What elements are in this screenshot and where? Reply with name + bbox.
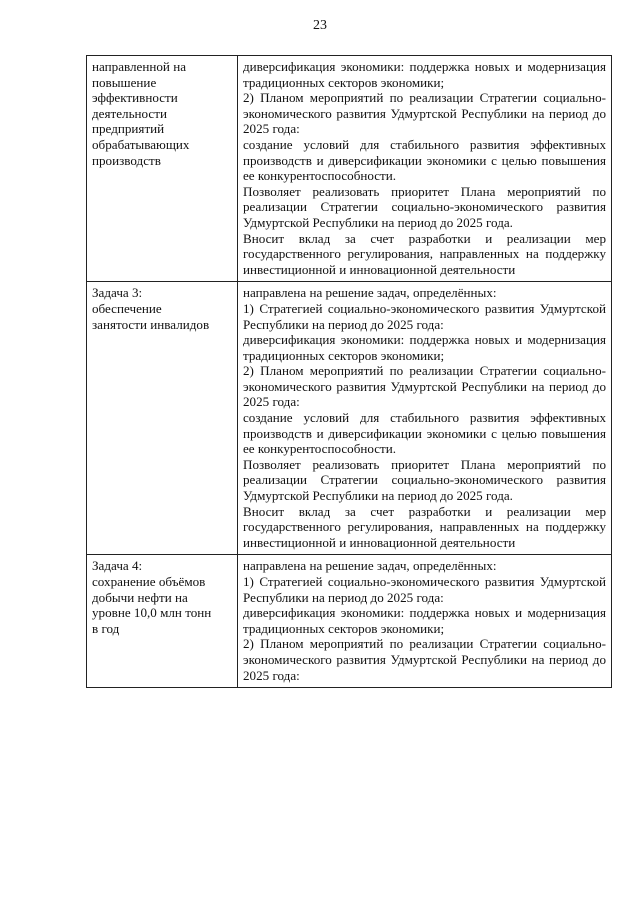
table-body (87, 56, 612, 688)
description-paragraph: 2) Планом мероприятий по реализации Стратегии социально-экономического развития Удмуртской Республики на период до 2025 года: (243, 90, 606, 137)
description-paragraph: создание условий для стабильного развития эффективных производств и диверсификации экономики с целью повышения ее конкурентоспособности. (243, 410, 606, 457)
document-table (86, 55, 612, 688)
task-text-line: производств (92, 152, 161, 168)
task-cell (87, 282, 238, 555)
description-paragraph: диверсификация экономики: поддержка новых и модернизация традиционных секторов экономики; (243, 59, 606, 90)
task-text-line: уровне 10,0 млн тонн (92, 605, 212, 621)
task-text-line: сохранение объёмов (92, 574, 206, 589)
description-paragraph: диверсификация экономики: поддержка новых и модернизация традиционных секторов экономики; (243, 605, 606, 636)
task-text-line: Задача 3: (92, 285, 143, 301)
table-row (87, 56, 612, 282)
task-text-line: обеспечение (92, 300, 162, 316)
description-cell (238, 56, 612, 282)
table-row (87, 555, 612, 688)
description-paragraph: Вносит вклад за счет разработки и реализации мер государственного регулирования, направленных на поддержку инвестиционной и инновационной деятельности (243, 503, 606, 550)
description-paragraph: 2) Планом мероприятий по реализации Стратегии социально-экономического развития Удмуртской Республики на период до 2025 года: (243, 636, 606, 683)
task-text-line: Задача 4: (92, 558, 143, 574)
task-text-line: добычи нефти на (92, 589, 188, 605)
description-cell (238, 555, 612, 688)
description-paragraph: направлена на решение задач, определённых: (243, 558, 497, 574)
description-paragraph: Позволяет реализовать приоритет Плана мероприятий по реализации Стратегии социально-экономического развития Удмуртской Республики на период до 2025 года. (243, 456, 606, 504)
description-paragraph: 2) Планом мероприятий по реализации Стратегии социально-экономического развития Удмуртской Республики на период до 2025 года: (243, 363, 606, 410)
description-cell (238, 282, 612, 555)
description-paragraph: Вносит вклад за счет разработки и реализации мер государственного регулирования, направленных на поддержку инвестиционной и инновационной деятельности (243, 230, 606, 277)
task-cell (87, 555, 238, 688)
task-text-line: предприятий (92, 121, 165, 137)
task-text-line: эффективности (92, 90, 178, 106)
task-cell (87, 56, 238, 282)
task-text-line: в год (92, 620, 120, 636)
page-number: 23 (313, 18, 327, 33)
description-paragraph: направлена на решение задач, определённых: (243, 285, 497, 301)
table-row (87, 282, 612, 555)
description-paragraph: 1) Стратегией социально-экономического развития Удмуртской Республики на период до 2025 года: (243, 574, 606, 605)
description-paragraph: Позволяет реализовать приоритет Плана мероприятий по реализации Стратегии социально-экономического развития Удмуртской Республики на период до 2025 года. (243, 183, 606, 230)
task-text-line: занятости инвалидов (92, 316, 210, 332)
description-paragraph: 1) Стратегией социально-экономического развития Удмуртской Республики на период до 2025 года: (243, 300, 606, 332)
task-text-line: направленной на (92, 59, 187, 74)
task-text-line: повышение (92, 74, 157, 90)
task-text-line: обрабатывающих (92, 136, 190, 152)
description-paragraph: создание условий для стабильного развития эффективных производств и диверсификации экономики с целью повышения ее конкурентоспособности. (243, 136, 606, 184)
task-text-line: деятельности (92, 105, 167, 121)
description-paragraph: диверсификация экономики: поддержка новых и модернизация традиционных секторов экономики; (243, 332, 606, 363)
